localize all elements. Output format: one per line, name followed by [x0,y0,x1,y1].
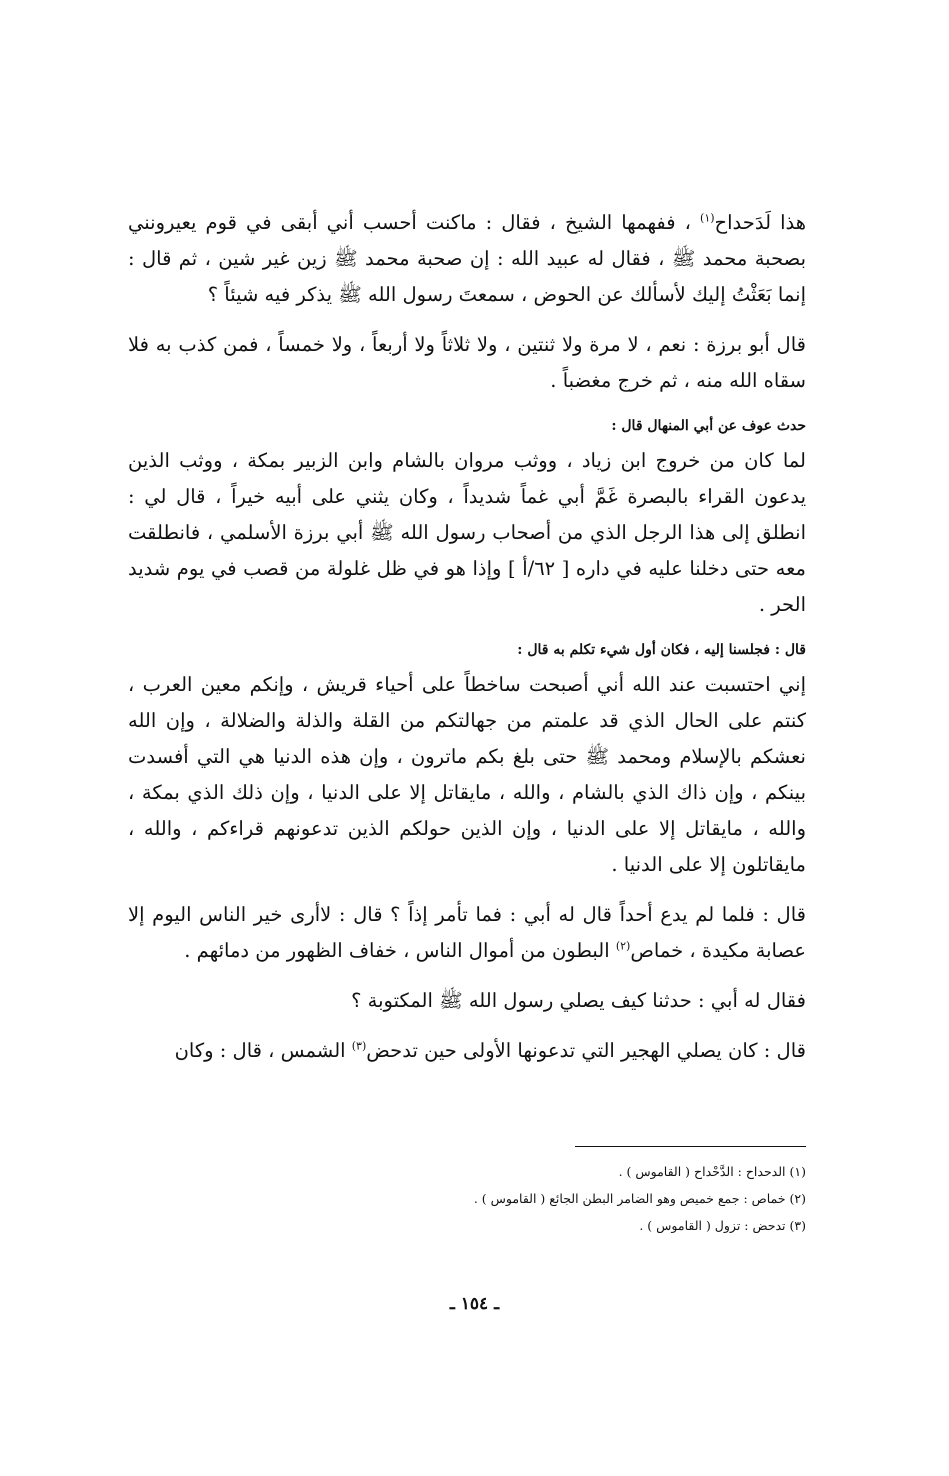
section-heading-2 [128,637,806,663]
footnote-1: (١) الدحداح : الدَّحْداح ( القاموس ) . [618,1164,806,1179]
paragraph-text: إني احتسبت عند الله أني أصبحت ساخطاً على أحياء قريش ، وإنكم معين العرب ، كنتم على الحال الذي قد علمتم من جهالتكم من القلة والذلة والضلالة ، وإن الله نعشكم بالإسلام ومحمد ﷺ حتى بلغ بكم ماترون ، وإن هذه الدنيا هي التي أفسدت بينكم ، وإن ذاك الذي بالشام ، والله ، مايقاتل إلا على الدنيا ، وإن ذلك الذي بمكة ، والله ، مايقاتل إلا على الدنيا ، وإن الذين حولكم الذين تدعونهم قراءكم ، والله ، مايقاتلون إلا على الدنيا . [128,673,806,876]
paragraph-text: قال : كان يصلي الهجير التي تدعونها الأولى حين تدحض [366,1039,806,1062]
heading-text: قال : فجلسنا إليه ، فكان أول شيء تكلم به قال : [517,642,806,658]
paragraph-6 [128,983,806,1019]
page-number: ـ ١٥٤ ـ [449,1294,500,1314]
footnote-3: (٣) تدحض : تزول ( القاموس ) . [639,1218,806,1233]
footnote-2: (٢) خماص : جمع خميص وهو الضامر البطن الجائع ( القاموس ) . [473,1191,806,1206]
paragraph-7 [128,1033,806,1069]
paragraph-text: قال : فلما لم يدع أحداً قال له أبي : فما تأمر إذاً ؟ قال : لاأرى خير الناس اليوم إلا عصابة مكيدة ، خماص [128,903,806,962]
paragraph-text: هذا لَدَحداح [714,211,807,234]
paragraph-5 [128,897,806,969]
footnotes [128,1158,806,1239]
paragraph-text: فقال له أبي : حدثنا كيف يصلي رسول الله ﷺ المكتوبة ؟ [351,989,806,1012]
footnote-ref-2: (٢) [615,939,631,953]
paragraph-text-after: ، ففهمها الشيخ ، فقال : ماكنت أحسب أني أبقى في قوم يعيرونني بصحبة محمد ﷺ ، فقال له عبيد الله : إن صحبة محمد ﷺ زين غير شين ، ثم قال : إنما بَعَثْتُ إليك لأسألك عن الحوض ، سمعتَ رسول الله ﷺ يذكر فيه شيئاً ؟ [128,211,806,306]
paragraph-2 [128,327,806,399]
paragraph-text-after: البطون من أموال الناس ، خفاف الظهور من دمائهم . [184,939,616,962]
paragraph-4 [128,667,806,883]
section-heading-1 [128,413,806,439]
paragraph-text: لما كان من خروج ابن زياد ، ووثب مروان بالشام وابن الزبير بمكة ، ووثب الذين يدعون القراء بالبصرة غَمَّ أبي غماً شديداً ، وكان يثني على أبيه خيراً ، قال لي : انطلق إلى هذا الرجل الذي من أصحاب رسول الله ﷺ أبي برزة الأسلمي ، فانطلقت معه حتى دخلنا عليه في داره [ ٦٢/أ ] وإذا هو في ظل غلولة من قصب في يوم شديد الحر . [128,449,806,616]
heading-text: حدث عوف عن أبي المنهال قال : [611,418,806,434]
main-text [128,205,806,1083]
paragraph-1 [128,205,806,313]
footnote-ref-3: (٣) [351,1039,367,1053]
footnote-ref-1: (١) [700,211,715,225]
paragraph-text: قال أبو برزة : نعم ، لا مرة ولا ثنتين ، ولا ثلاثاً ولا أربعاً ، ولا خمساً ، فمن كذب به فلا سقاه الله منه ، ثم خرج مغضباً . [128,333,806,392]
paragraph-3 [128,443,806,623]
paragraph-text-after: الشمس ، قال : وكان [174,1039,352,1062]
footnote-divider [575,1146,806,1147]
